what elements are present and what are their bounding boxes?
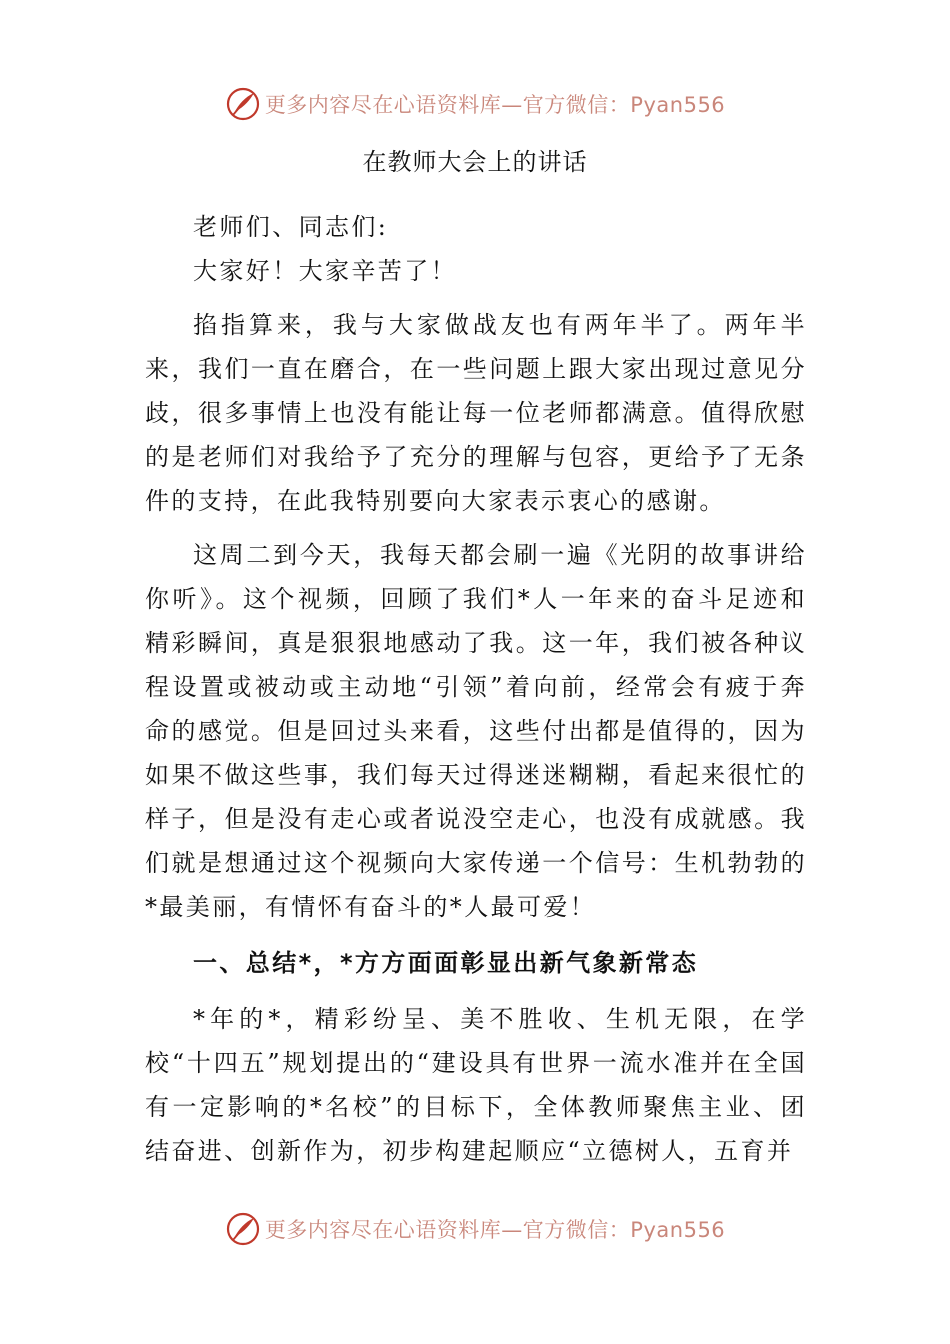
document-title: 在教师大会上的讲话 [362,148,588,176]
body-paragraph-1: 掐指算来，我与大家做战友也有两年半了。两年半来，我们一直在磨合，在一些问题上跟大家出现过意见分歧，很多事情上也没有能让每一位老师都满意。值得欣慰的是老师们对我给予了充分的理解与包容，更给予了无条件的支持，在此我特别要向大家表示衷心的感谢。 [145,311,807,515]
document-body [145,205,807,1173]
section-heading: 一、总结*，*方方面面彰显出新气象新常态 [193,949,699,977]
feather-pen-logo-icon [225,1211,261,1247]
footer-watermark-text: 更多内容尽在心语资料库—官方微信：Pyan556 [264,1218,726,1242]
header-watermark-text: 更多内容尽在心语资料库—官方微信：Pyan556 [264,93,726,117]
section-paragraph: *年的*，精彩纷呈、美不胜收、生机无限，在学校“十四五”规划提出的“建设具有世界一流水准并在全国有一定影响的*名校”的目标下，全体教师聚焦主业、团结奋进、创新作为，初步构建起顺应“立德树人，五育并 [145,1005,807,1165]
feather-pen-logo-icon [225,86,261,122]
greeting: 大家好！大家辛苦了！ [193,257,457,285]
salutation: 老师们、同志们: [193,213,389,241]
footer-watermark-banner [0,1209,950,1249]
body-paragraph-2: 这周二到今天，我每天都会刷一遍《光阴的故事讲给你听》。这个视频，回顾了我们*人一年来的奋斗足迹和精彩瞬间，真是狠狠地感动了我。这一年，我们被各种议程设置或被动或主动地“引领”着向前，经常会有疲于奔命的感觉。但是回过头来看，这些付出都是值得的，因为如果不做这些事，我们每天过得迷迷糊糊，看起来很忙的样子，但是没有走心或者说没空走心，也没有成就感。我们就是想通过这个视频向大家传递一个信号：生机勃勃的*最美丽，有情怀有奋斗的*人最可爱！ [145,541,807,921]
header-watermark-banner [0,84,950,124]
